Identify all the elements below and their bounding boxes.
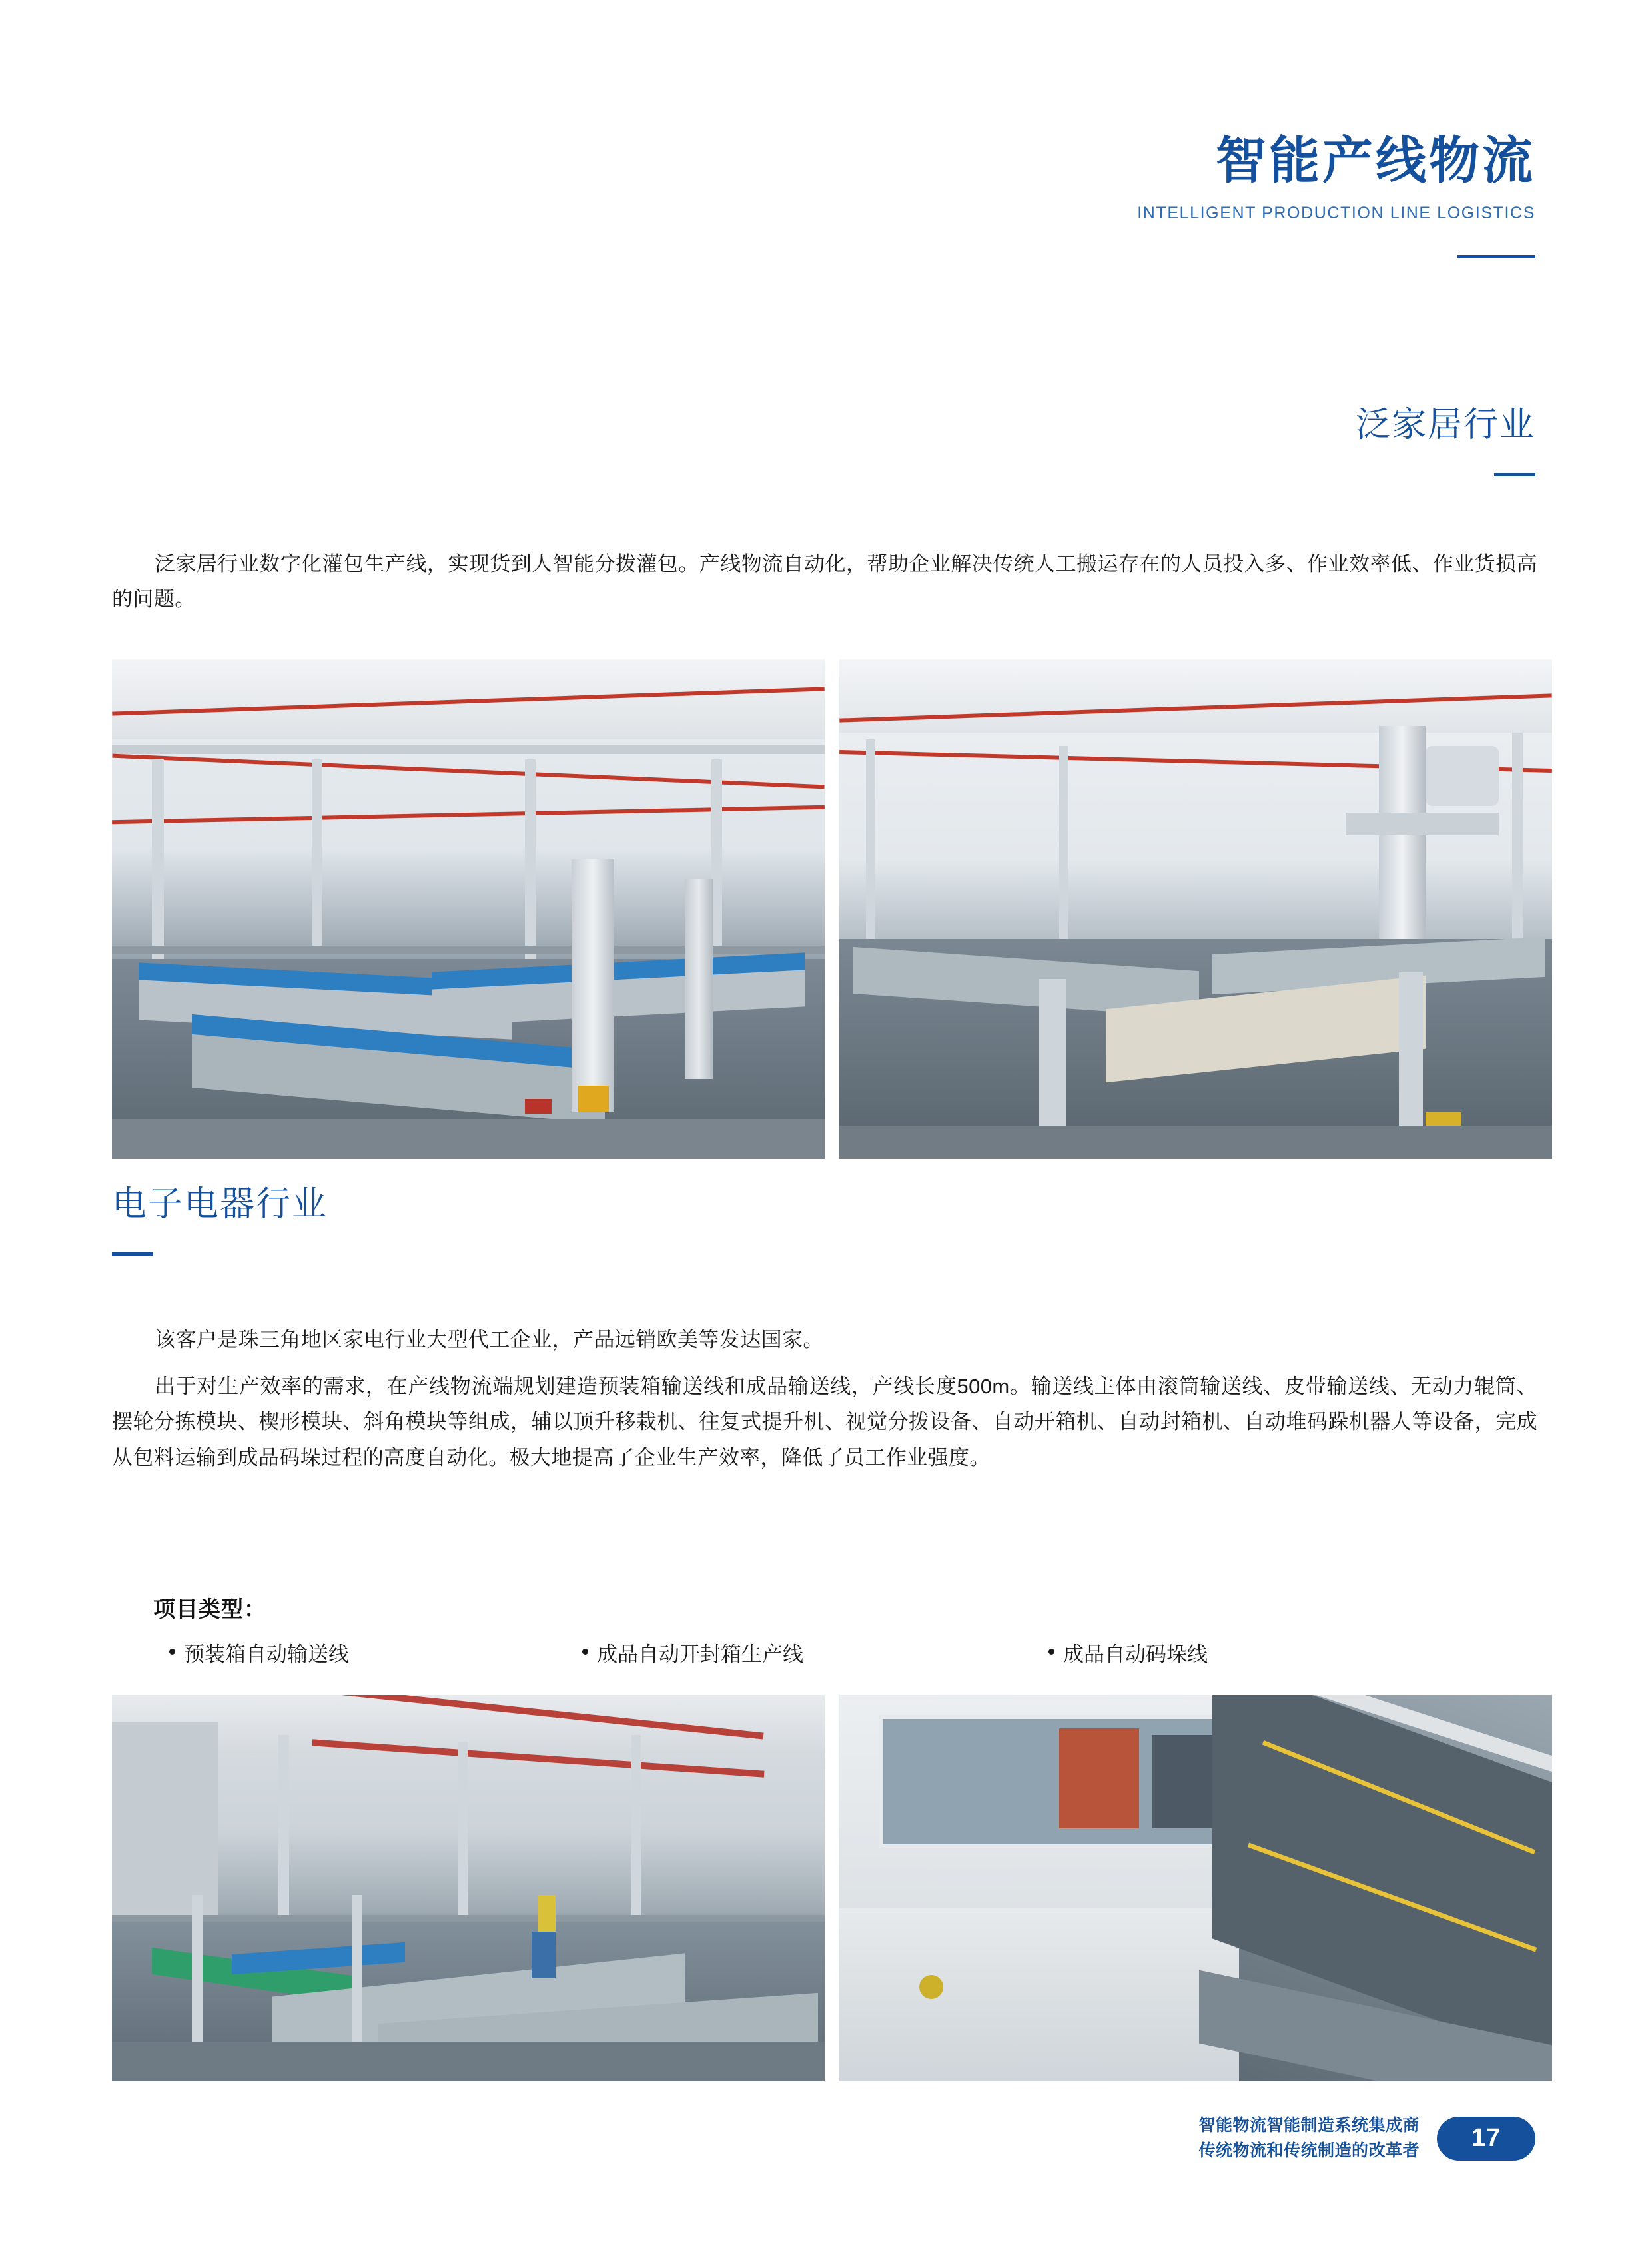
section-1-divider bbox=[1494, 473, 1535, 476]
footer-slogan-line-1: 智能物流智能制造系统集成商 bbox=[1198, 2116, 1420, 2135]
list-item: 成品自动开封箱生产线 bbox=[580, 1637, 1046, 1667]
footer-slogan bbox=[1198, 2113, 1420, 2163]
page-number-badge: 17 bbox=[1437, 2117, 1535, 2161]
photo-belt-conveyor-closeup bbox=[839, 1695, 1552, 2081]
section-2-paragraph-1: 该客户是珠三角地区家电行业大型代工企业，产品远销欧美等发达国家。 bbox=[155, 1328, 824, 1351]
section-2-divider bbox=[112, 1252, 153, 1256]
project-type-list bbox=[167, 1637, 1552, 1667]
image-row-2 bbox=[112, 1695, 1552, 2081]
page-footer bbox=[1198, 2113, 1535, 2163]
page-title: 智能产线物流 bbox=[1216, 133, 1535, 189]
page-subtitle: INTELLIGENT PRODUCTION LINE LOGISTICS bbox=[1137, 203, 1535, 222]
section-2-paragraph-2: 出于对生产效率的需求，在产线物流端规划建造预装箱输送线和成品输送线，产线长度500m。输送线主体由滚筒输送线、皮带输送线、无动力辊筒、摆轮分拣模块、楔形模块、斜角模块等组成，辅以顶升移栽机、往复式提升机、视觉分拨设备、自动开箱机、自动封箱机、自动堆码跺机器人等设备，完成从包料运输到成品码垛过程的高度自动化。极大地提高了企业生产效率，降低了员工作业强度。 bbox=[112, 1375, 1537, 1469]
photo-palletizing-robot bbox=[839, 659, 1552, 1159]
project-type-label: 项目类型： bbox=[153, 1597, 266, 1621]
section-1-paragraph: 泛家居行业数字化灌包生产线，实现货到人智能分拨灌包。产线物流自动化，帮助企业解决传统人工搬运存在的人员投入多、作业效率低、作业货损高的问题。 bbox=[112, 552, 1537, 611]
list-item: 预装箱自动输送线 bbox=[167, 1637, 580, 1667]
section-1-title: 泛家居行业 bbox=[1355, 406, 1535, 444]
image-row-1 bbox=[112, 659, 1552, 1159]
header-divider bbox=[1457, 255, 1535, 258]
page-header bbox=[1137, 133, 1535, 258]
section-2-heading bbox=[112, 1176, 328, 1256]
photo-conveyor-warehouse bbox=[112, 659, 825, 1159]
list-item: 成品自动码垛线 bbox=[1046, 1637, 1512, 1667]
photo-prepack-conveyor-line bbox=[112, 1695, 825, 2081]
footer-slogan-line-2: 传统物流和传统制造的改革者 bbox=[1198, 2141, 1420, 2160]
section-1-heading bbox=[1356, 396, 1535, 476]
section-2-title: 电子电器行业 bbox=[112, 1185, 328, 1224]
